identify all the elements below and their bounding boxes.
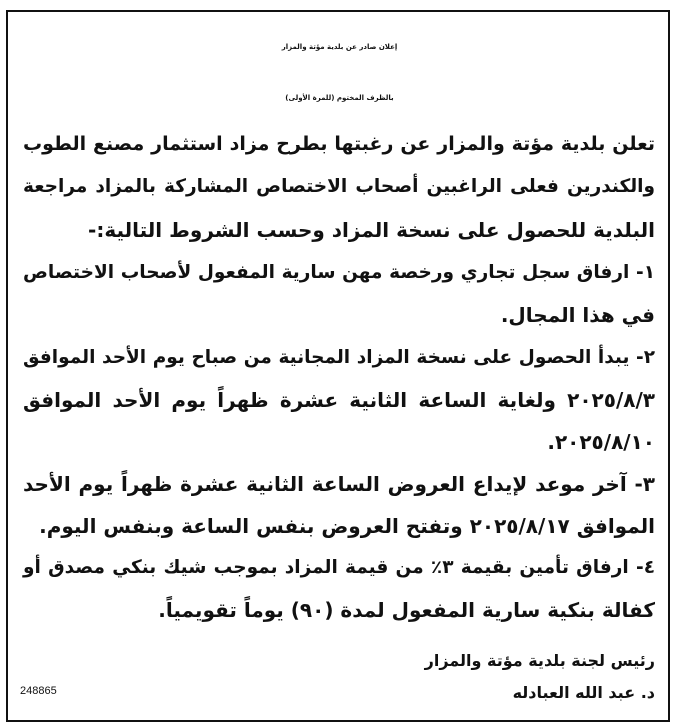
- reference-number: 248865: [20, 685, 57, 697]
- body-line-2: والكندرين فعلى الراغبين أصحاب الاختصاص المشاركة بالمزاد مراجعة: [23, 176, 655, 197]
- condition-3-line-1: ٣- آخر موعد لإيداع العروض الساعة الثانية عشرة ظهراً يوم الأحد: [23, 472, 655, 496]
- condition-1-line-1: ١- ارفاق سجل تجاري ورخصة مهن سارية المفعول لأصحاب الاختصاص: [23, 262, 655, 283]
- condition-2-line-1: ٢- يبدأ الحصول على نسخة المزاد المجانية من صباح يوم الأحد الموافق: [23, 347, 655, 368]
- notice-subtitle: بالظرف المختوم (للمرة الأولى): [285, 94, 394, 102]
- condition-3-line-2: الموافق ٢٠٢٥/٨/١٧ وتفتح العروض بنفس الساعة وبنفس اليوم.: [39, 514, 655, 538]
- body-line-3: البلدية للحصول على نسخة المزاد وحسب الشروط التالية:-: [88, 218, 655, 242]
- condition-1-line-2: في هذا المجال.: [500, 303, 655, 327]
- signature-title: رئيس لجنة بلدية مؤتة والمزار: [424, 651, 655, 670]
- condition-2-line-2: ٢٠٢٥/٨/٣ ولغاية الساعة الثانية عشرة ظهراً يوم الأحد الموافق: [23, 388, 655, 412]
- signature-name: د. عبد الله العبادله: [512, 683, 655, 702]
- condition-2-line-3: ٢٠٢٥/٨/١٠.: [547, 430, 655, 454]
- body-line-1: تعلن بلدية مؤتة والمزار عن رغبتها بطرح مزاد استثمار مصنع الطوب: [23, 133, 655, 155]
- condition-4-line-2: كفالة بنكية سارية المفعول لمدة (٩٠) يوماً تقويمياً.: [158, 598, 655, 622]
- condition-4-line-1: ٤- ارفاق تأمين بقيمة ٣٪ من قيمة المزاد بموجب شيك بنكي مصدق أو: [23, 557, 655, 578]
- notice-title: إعلان صادر عن بلدية مؤتة والمزار: [281, 43, 398, 51]
